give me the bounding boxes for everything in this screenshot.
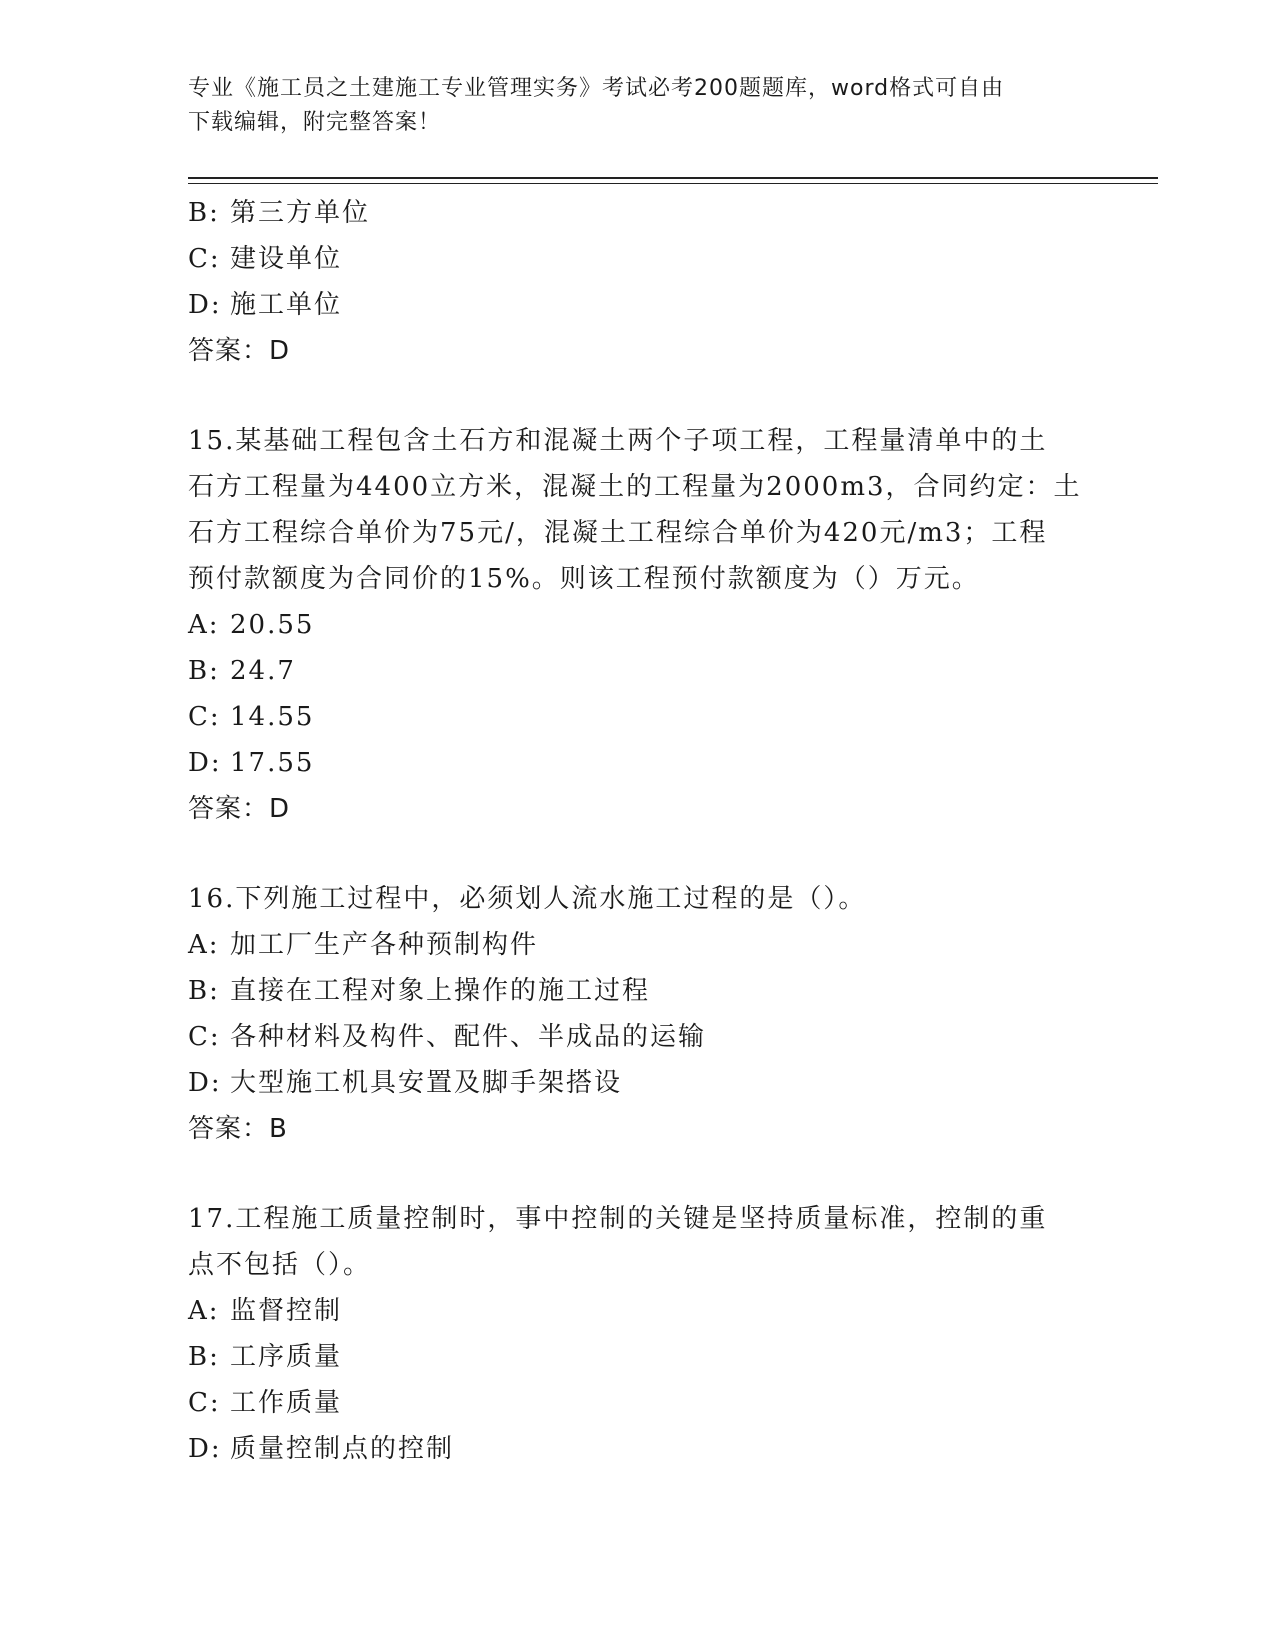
option-d: D: 质量控制点的控制 [188, 1434, 455, 1464]
option-b: B: 第三方单位 [188, 198, 371, 228]
header-line-1: 专业《施工员之土建施工专业管理实务》考试必考200题题库，word格式可自由 [188, 76, 1005, 101]
option-c: C: 建设单位 [188, 244, 343, 274]
question-content [188, 190, 1088, 1472]
option-d: D: 施工单位 [188, 290, 343, 320]
option-c: C: 14.55 [188, 702, 315, 732]
answer-line: 答案：B [188, 1114, 288, 1144]
header-divider-thin [188, 183, 1158, 184]
option-d: D: 大型施工机具安置及脚手架搭设 [188, 1068, 623, 1098]
option-a: A: 20.55 [188, 610, 315, 640]
option-a: A: 监督控制 [188, 1296, 343, 1326]
question-stem: 17.工程施工质量控制时，事中控制的关键是坚持质量标准，控制的重 点不包括（）。 [188, 1204, 1048, 1280]
question-17-block [188, 1196, 1088, 1472]
option-a: A: 加工厂生产各种预制构件 [188, 930, 539, 960]
answer-line: 答案：D [188, 336, 291, 366]
option-b: B: 工序质量 [188, 1342, 343, 1372]
prev-question-block [188, 190, 1088, 374]
option-b: B: 直接在工程对象上操作的施工过程 [188, 976, 651, 1006]
header-line-2: 下载编辑，附完整答案！ [188, 110, 442, 135]
header-divider-thick [188, 177, 1158, 179]
document-header [188, 72, 1068, 140]
question-15-block [188, 418, 1088, 832]
option-c: C: 各种材料及构件、配件、半成品的运输 [188, 1022, 707, 1052]
answer-line: 答案：D [188, 794, 291, 824]
question-stem: 15.某基础工程包含土石方和混凝土两个子项工程，工程量清单中的土 石方工程量为4400立方米，混凝土的工程量为2000m3，合同约定：土 石方工程综合单价为75元/，混凝土工程综合单价为420元/m3；工程 预付款额度为合同价的15%。则该工程预付款额度为（）万元。 [188, 426, 1082, 594]
option-d: D: 17.55 [188, 748, 315, 778]
option-b: B: 24.7 [188, 656, 296, 686]
option-c: C: 工作质量 [188, 1388, 343, 1418]
question-16-block [188, 876, 1088, 1152]
question-stem: 16.下列施工过程中，必须划人流水施工过程的是（）。 [188, 884, 867, 914]
